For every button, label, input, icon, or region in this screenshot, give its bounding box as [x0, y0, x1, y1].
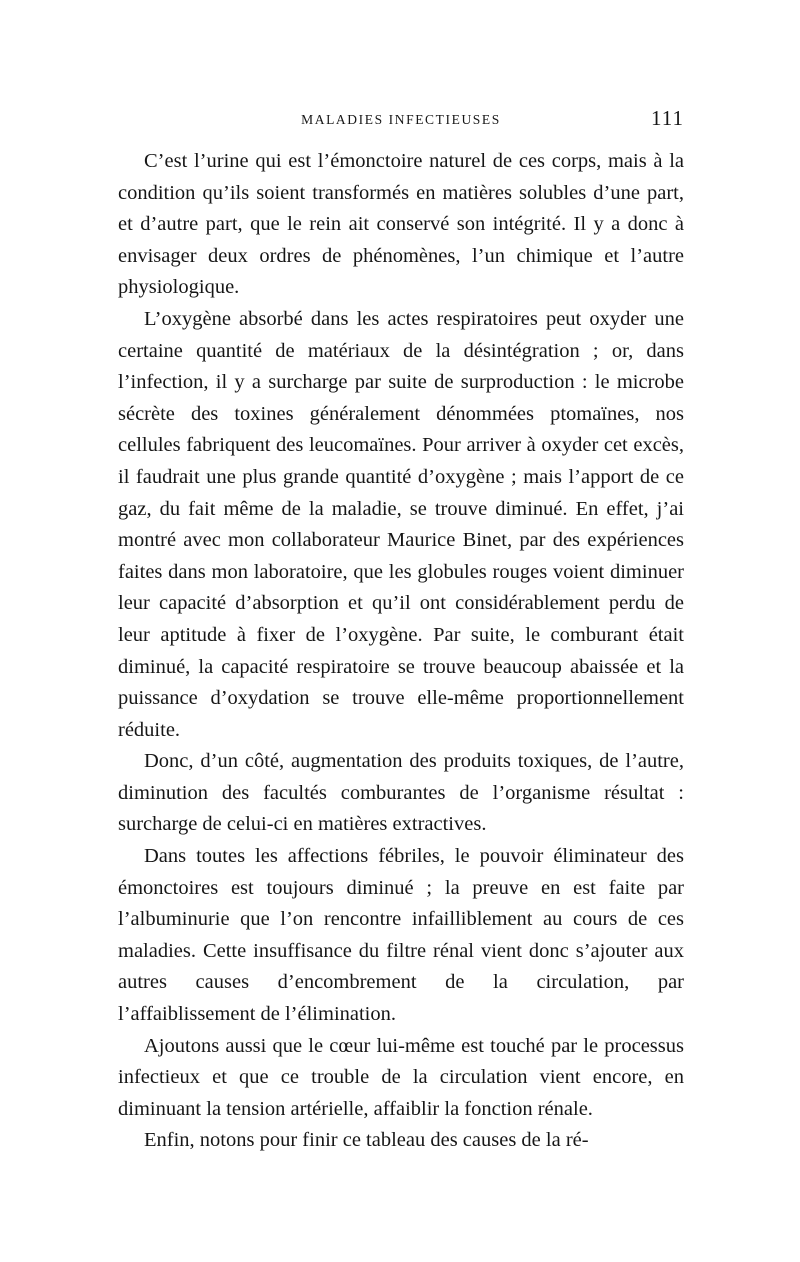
paragraph-6: Enfin, notons pour finir ce tableau des causes de la ré- [144, 1129, 589, 1152]
paragraph-1: C’est l’urine qui est l’émonctoire naturel de ces corps, mais à la condition qu’ils soient transformés en matières solubles d’une part, et d’autre part, que le rein ait conservé son intégrité. Il y a donc à envisager deux ordres de phénomènes, l’un chimique et l’autre physiologique. [118, 150, 684, 299]
running-title: MALADIES INFECTIEUSES [301, 112, 501, 127]
paragraph-4: Dans toutes les affections fébriles, le pouvoir éliminateur des émonctoires est toujours diminué ; la preuve en est faite par l’albuminurie que l’on rencontre infailliblement au cours de ces maladies. Cette insuffisance du filtre rénal vient donc s’ajouter aux autres causes d’encombrement de la circulation, par l’affaiblissement de l’élimination. [118, 845, 684, 1026]
running-head [118, 106, 684, 130]
paragraph-2: L’oxygène absorbé dans les actes respiratoires peut oxyder une certaine quantité de matériaux de la désintégration ; or, dans l’infection, il y a surcharge par suite de surproduction : le microbe sécrète des toxines généralement dénommées ptomaïnes, nos cellules fabriquent des leucomaïnes. Pour arriver à oxyder cet excès, il faudrait une plus grande quantité d’oxygène ; mais l’apport de ce gaz, du fait même de la maladie, se trouve diminué. En effet, j’ai montré avec mon collaborateur Maurice Binet, par des expériences faites dans mon laboratoire, que les globules rouges voient diminuer leur capacité d’absorption et qu’il ont considérablement perdu de leur aptitude à fixer de l’oxygène. Par suite, le comburant était diminué, la capacité respiratoire se trouve beaucoup abaissée et la puissance d’oxydation se trouve elle-même proportionnellement réduite. [118, 307, 684, 741]
page-number: 111 [651, 106, 684, 130]
paragraph-5: Ajoutons aussi que le cœur lui-même est touché par le processus infectieux et que ce trouble de la circulation vient encore, en diminuant la tension artérielle, affaiblir la fonction rénale. [118, 1034, 684, 1120]
paragraph-3: Donc, d’un côté, augmentation des produits toxiques, de l’autre, diminution des facultés comburantes de l’organisme résultat : surcharge de celui-ci en matières extractives. [118, 750, 684, 836]
body-text [118, 146, 684, 1157]
